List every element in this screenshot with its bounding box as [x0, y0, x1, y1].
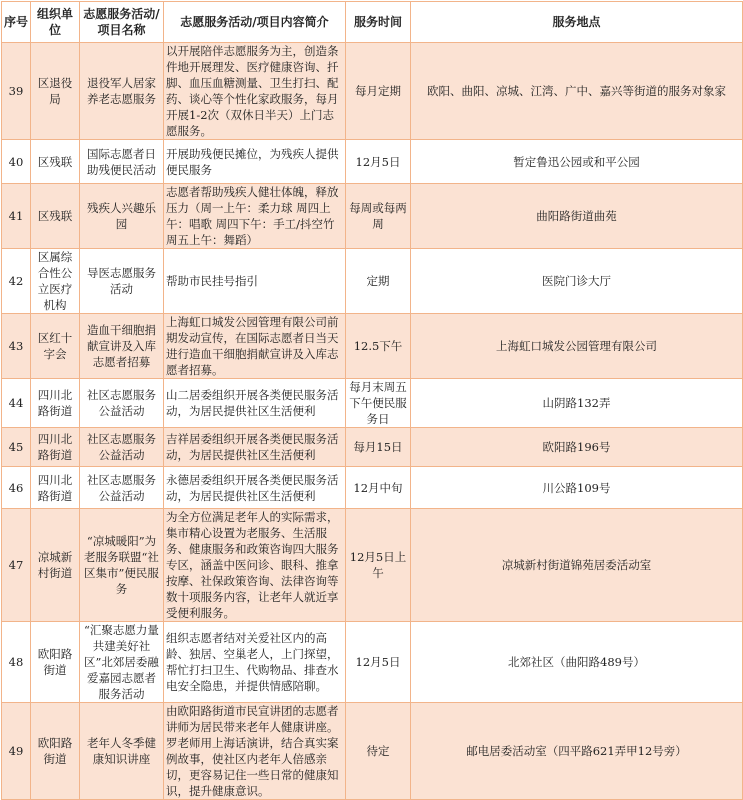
- cell-place: 欧阳、曲阳、凉城、江湾、广中、嘉兴等街道的服务对象家: [411, 43, 743, 140]
- cell-org: 区残联: [31, 184, 80, 249]
- cell-time: 每月末周五下午便民服务日: [346, 379, 411, 428]
- table-row: [2, 509, 743, 622]
- cell-place: 医院门诊大厅: [411, 249, 743, 314]
- cell-desc: 为全方位满足老年人的实际需求，集市精心设置为老服务、生活服务、健康服务和政策咨询四大服务专区，涵盖中医问诊、眼科、推拿按摩、社保政策咨询、法律咨询等数十项服务内容，让老年人就近享受便利服务。: [164, 509, 346, 622]
- cell-name: “凉城暖阳”为老服务联盟“社区集市”便民服务: [80, 509, 164, 622]
- cell-desc: 帮助市民挂号指引: [164, 249, 346, 314]
- cell-org: 欧阳路街道: [31, 703, 80, 800]
- cell-name: 社区志愿服务公益活动: [80, 467, 164, 509]
- cell-org: 凉城新村街道: [31, 509, 80, 622]
- cell-no: 49: [2, 703, 31, 800]
- table-row: [2, 249, 743, 314]
- cell-place: 北郊社区（曲阳路489号）: [411, 622, 743, 703]
- header-desc: 志愿服务活动/项目内容简介: [164, 2, 346, 43]
- cell-name: 国际志愿者日助残便民活动: [80, 140, 164, 184]
- cell-place: 曲阳路街道曲苑: [411, 184, 743, 249]
- cell-no: 46: [2, 467, 31, 509]
- table-row: [2, 140, 743, 184]
- header-no: 序号: [2, 2, 31, 43]
- table-row: [2, 622, 743, 703]
- cell-org: 四川北路街道: [31, 467, 80, 509]
- cell-no: 42: [2, 249, 31, 314]
- cell-no: 47: [2, 509, 31, 622]
- cell-no: 39: [2, 43, 31, 140]
- table-row: [2, 314, 743, 379]
- cell-place: 邮电居委活动室（四平路621弄甲12号旁）: [411, 703, 743, 800]
- cell-place: 欧阳路196号: [411, 428, 743, 467]
- cell-time: 12.5下午: [346, 314, 411, 379]
- cell-org: 区红十字会: [31, 314, 80, 379]
- cell-name: “汇聚志愿力量 共建美好社区”北郊居委融爱嘉园志愿者服务活动: [80, 622, 164, 703]
- cell-no: 40: [2, 140, 31, 184]
- header-time: 服务时间: [346, 2, 411, 43]
- table-row: [2, 467, 743, 509]
- cell-org: 区残联: [31, 140, 80, 184]
- cell-desc: 由欧阳路街道市民宣讲团的志愿者讲师为居民带来老年人健康讲座。罗老师用上海话演讲，结合真实案例故事，使社区内老年人倍感亲切，更容易记住一些日常的健康知识，提升健康意识。: [164, 703, 346, 800]
- cell-time: 12月中旬: [346, 467, 411, 509]
- cell-time: 每月15日: [346, 428, 411, 467]
- cell-desc: 志愿者帮助残疾人健壮体魄，释放压力（周一上午：柔力球 周四上午：唱歌 周四下午：手工/抖空竹 周五上午：舞蹈）: [164, 184, 346, 249]
- table-row: [2, 184, 743, 249]
- cell-name: 社区志愿服务公益活动: [80, 428, 164, 467]
- cell-desc: 山二居委组织开展各类便民服务活动，为居民提供社区生活便利: [164, 379, 346, 428]
- cell-name: 造血干细胞捐献宣讲及入库志愿者招募: [80, 314, 164, 379]
- cell-name: 导医志愿服务活动: [80, 249, 164, 314]
- cell-desc: 组织志愿者结对关爱社区内的高龄、独居、空巢老人，上门探望，帮忙打扫卫生、代购物品、排查水电安全隐患，并提供情感陪聊。: [164, 622, 346, 703]
- cell-org: 区退役局: [31, 43, 80, 140]
- cell-name: 老年人冬季健康知识讲座: [80, 703, 164, 800]
- cell-no: 45: [2, 428, 31, 467]
- cell-time: 每月定期: [346, 43, 411, 140]
- cell-org: 区属综合性公立医疗机构: [31, 249, 80, 314]
- cell-time: 每周或每两周: [346, 184, 411, 249]
- cell-place: 川公路109号: [411, 467, 743, 509]
- cell-no: 44: [2, 379, 31, 428]
- cell-desc: 上海虹口城发公园管理有限公司前期发动宣传，在国际志愿者日当天进行造血干细胞捐献宣讲及入库志愿者招募。: [164, 314, 346, 379]
- table-row: [2, 43, 743, 140]
- cell-desc: 永德居委组织开展各类便民服务活动，为居民提供社区生活便利: [164, 467, 346, 509]
- cell-no: 41: [2, 184, 31, 249]
- table-row: [2, 703, 743, 800]
- header-place: 服务地点: [411, 2, 743, 43]
- cell-no: 43: [2, 314, 31, 379]
- cell-desc: 以开展陪伴志愿服务为主，创造条件地开展理发、医疗健康咨询、扦脚、血压血糖测量、卫生打扫、配药、谈心等个性化家政服务，每月开展1-2次（双休日半天）上门志愿服务。: [164, 43, 346, 140]
- cell-desc: 开展助残便民摊位，为残疾人提供便民服务: [164, 140, 346, 184]
- cell-time: 待定: [346, 703, 411, 800]
- header-name: 志愿服务活动/项目名称: [80, 2, 164, 43]
- cell-place: 暂定鲁迅公园或和平公园: [411, 140, 743, 184]
- cell-place: 凉城新村街道锦苑居委活动室: [411, 509, 743, 622]
- cell-place: 山阴路132弄: [411, 379, 743, 428]
- cell-time: 定期: [346, 249, 411, 314]
- cell-org: 四川北路街道: [31, 428, 80, 467]
- cell-name: 残疾人兴趣乐园: [80, 184, 164, 249]
- header-org: 组织单位: [31, 2, 80, 43]
- table-row: [2, 379, 743, 428]
- cell-time: 12月5日: [346, 140, 411, 184]
- table-row: [2, 428, 743, 467]
- cell-desc: 吉祥居委组织开展各类便民服务活动，为居民提供社区生活便利: [164, 428, 346, 467]
- cell-org: 欧阳路街道: [31, 622, 80, 703]
- cell-name: 社区志愿服务公益活动: [80, 379, 164, 428]
- cell-name: 退役军人居家养老志愿服务: [80, 43, 164, 140]
- header-row: [2, 2, 743, 43]
- volunteer-activities-table: [1, 1, 743, 800]
- cell-time: 12月5日: [346, 622, 411, 703]
- cell-org: 四川北路街道: [31, 379, 80, 428]
- cell-no: 48: [2, 622, 31, 703]
- cell-time: 12月5日上午: [346, 509, 411, 622]
- cell-place: 上海虹口城发公园管理有限公司: [411, 314, 743, 379]
